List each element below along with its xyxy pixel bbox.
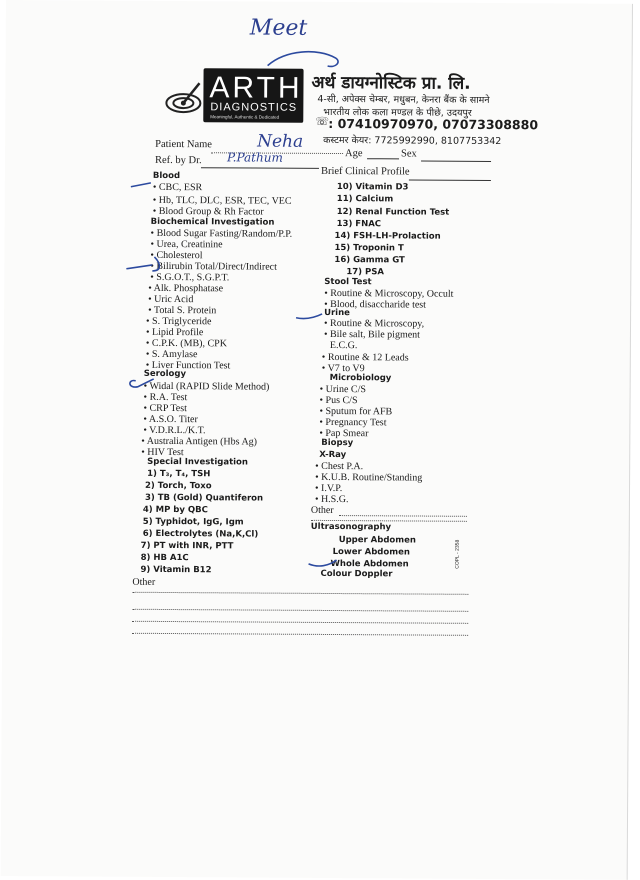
list-item: • HIV Test [141, 446, 184, 459]
section-biochemical: Biochemical Investigation [150, 216, 275, 228]
list-item: 11) Calcium [336, 194, 394, 205]
list-item: • K.U.B. Routine/Standing [315, 471, 423, 484]
phone-icon: ☏ [315, 115, 330, 128]
list-item: • Routine & Microscopy, [323, 317, 425, 330]
other-label-right: Other [310, 504, 334, 517]
ref-dr-value: P.Pathum [227, 150, 283, 165]
list-item: 3) TB (Gold) Quantiferon [144, 492, 264, 504]
section-urine: Urine [324, 307, 350, 319]
list-item: 16) Gamma GT [334, 255, 405, 266]
list-item: • Pregnancy Test [319, 416, 387, 429]
phone-numbers: : 07410970970, 07073308880 [328, 115, 539, 133]
list-item: • V7 to V9 [321, 362, 365, 375]
list-item: • Routine & 12 Leads [321, 351, 409, 364]
list-item: • Lipid Profile [145, 326, 204, 339]
list-item: • Urea, Creatinine [150, 238, 223, 251]
list-item: • Cholesterol [150, 249, 203, 262]
list-item: • A.S.O. Titer [143, 413, 198, 426]
list-item: 6) Electrolytes (Na,K,Cl) [142, 528, 259, 540]
section-ultrasonography: Ultrasonography [310, 521, 392, 533]
list-item: • Bilirubin Total/Direct/Indirect [150, 260, 277, 273]
section-biopsy: Biopsy [321, 437, 354, 449]
section-special-investigation: Special Investigation [147, 456, 248, 468]
list-item: • Routine & Microscopy, Occult [324, 287, 454, 300]
list-item: Colour Doppler [320, 568, 393, 580]
list-item: • Uric Acid [148, 293, 194, 306]
list-item: • Australia Antigen (Hbs Ag) [141, 435, 258, 448]
side-code: COPL - 2358 [454, 539, 461, 569]
list-item: • S. Triglyceride [146, 315, 212, 328]
list-item: • V.D.R.L./K.T. [143, 424, 206, 437]
list-item: 14) FSH-LH-Prolaction [334, 231, 441, 242]
list-item: • Chest P.A. [315, 460, 364, 473]
list-item: 10) Vitamin D3 [336, 182, 409, 193]
list-item: • Liver Function Test [145, 359, 231, 372]
other-label: Other [132, 576, 156, 588]
list-item: 1) T₃, T₄, TSH [147, 468, 211, 480]
customer-care: कस्टमर केयर: 7725992990, 8107753342 [323, 134, 502, 148]
ref-dr-label: Ref. by Dr. [154, 154, 202, 167]
list-item: 9) Vitamin B12 [140, 564, 212, 576]
company-name-hindi: अर्थ डायग्नोस्टिक प्रा. लि. [311, 72, 471, 94]
list-item: 17) PSA [346, 267, 384, 278]
section-stool-test: Stool Test [324, 276, 372, 288]
patient-name-label: Patient Name [155, 138, 213, 151]
brand-tagline: Meaningful, Authentic & Dedicated [210, 114, 280, 120]
list-item: 8) HB A1C [140, 552, 189, 564]
list-item: • I.V.P. [314, 482, 343, 495]
list-item: • Blood Sugar Fasting/Random/P.P. [150, 227, 293, 240]
brief-clinical-label: Brief Clinical Profile [320, 165, 410, 178]
brand-sub: DIAGNOSTICS [210, 101, 298, 114]
lab-requisition-form [1, 0, 633, 880]
section-ecg: E.C.G. [329, 339, 358, 352]
list-item: Lower Abdomen [332, 547, 410, 558]
patient-name-value: Neha [257, 131, 304, 152]
section-microbiology: Microbiology [329, 372, 392, 384]
section-blood: Blood [152, 170, 181, 182]
list-item: 12) Renal Function Test [336, 207, 450, 218]
list-item: • Urine C/S [319, 383, 366, 396]
list-item: 7) PT with INR, PTT [140, 540, 234, 552]
list-item: • Sputum for AFB [319, 405, 393, 418]
list-item: • Widal (RAPID Slide Method) [143, 380, 270, 393]
sex-label: Sex [401, 148, 417, 160]
list-item: • Blood, disaccharide test [324, 298, 427, 311]
age-label: Age [345, 148, 363, 160]
address-line-2: भारतीय लोक कला मण्डल के पीछे, उदयपुर [323, 106, 472, 119]
list-item: • Alk. Phosphatase [148, 282, 224, 295]
list-item: 4) MP by QBC [142, 504, 208, 516]
list-item: • Total S. Protein [148, 304, 217, 317]
list-item: Whole Abdomen [330, 558, 409, 570]
list-item: Upper Abdomen [338, 535, 416, 546]
list-item: • R.A. Test [143, 391, 188, 404]
list-item: • CBC, ESR [152, 181, 203, 194]
list-item: • Hb, TLC, DLC, ESR, TEC, VEC [152, 194, 292, 207]
list-item: • S.G.O.T., S.G.P.T. [150, 271, 230, 284]
pen-marks [1, 0, 632, 880]
list-item: • H.S.G. [314, 493, 349, 506]
brand-name: ARTH [209, 71, 303, 105]
list-item: 15) Troponin T [334, 243, 404, 254]
section-xray: X-Ray [319, 449, 347, 461]
list-item: • CRP Test [143, 402, 187, 415]
list-item: • Pus C/S [319, 394, 358, 407]
handwritten-note: Meet [249, 15, 308, 41]
section-serology: Serology [143, 368, 187, 380]
list-item: • Blood Group & Rh Factor [152, 205, 264, 218]
list-item: • Pap Smear [319, 427, 369, 440]
list-item: • C.P.K. (MB), CPK [145, 337, 227, 350]
address-line-1: 4-सी, अपेक्स चेम्बर, मधुबन, केनरा बैंक के सामने [317, 93, 490, 106]
list-item: 5) Typhidot, IgG, Igm [142, 516, 244, 528]
list-item: • S. Amylase [145, 348, 198, 361]
list-item: • Bile salt, Bile pigment [323, 328, 421, 341]
list-item: 13) FNAC [336, 219, 382, 230]
list-item: 2) Torch, Toxo [145, 480, 212, 492]
